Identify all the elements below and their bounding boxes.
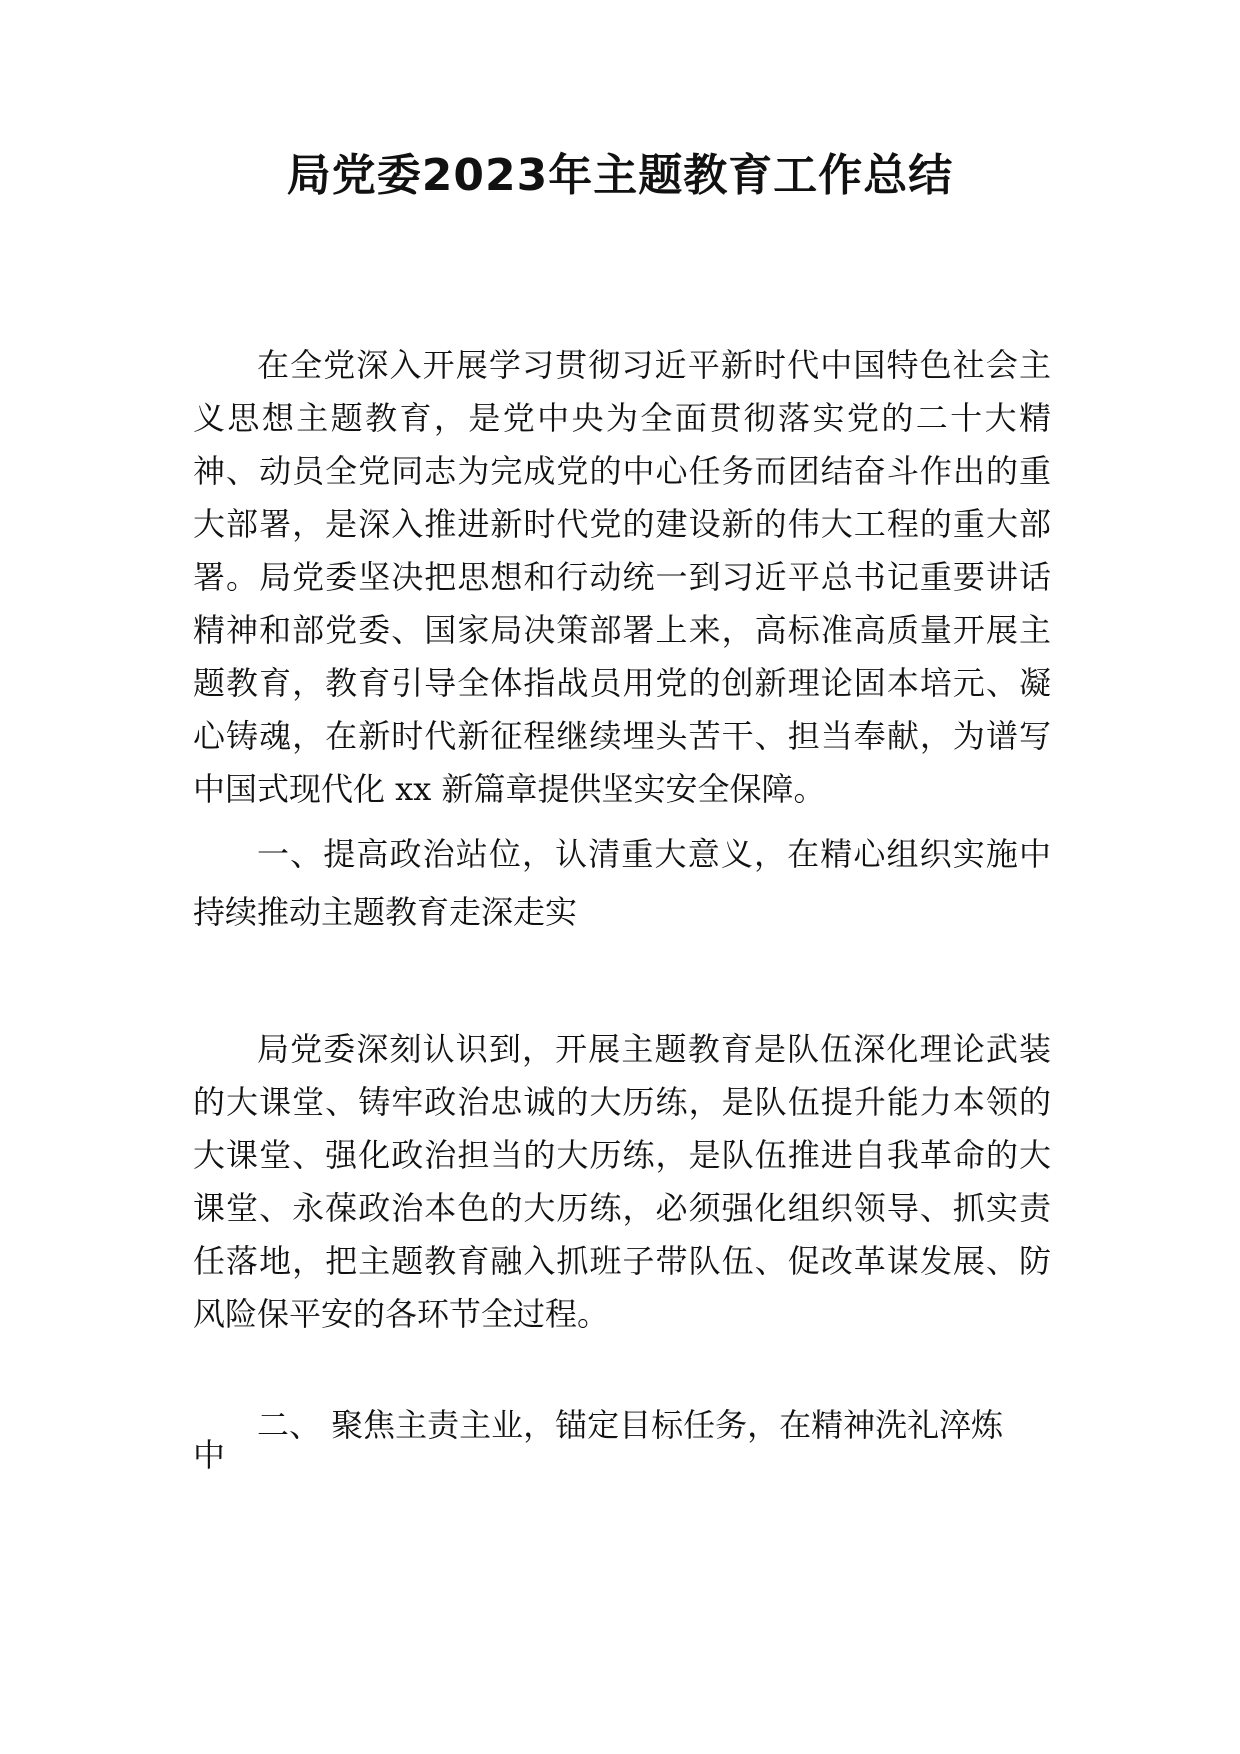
paragraph-intro: 在全党深入开展学习贯彻习近平新时代中国特色社会主义思想主题教育，是党中央为全面贯彻落实党的二十大精神、动员全党同志为完成党的中心任务而团结奋斗作出的重大部署，是深入推进新时代党的建设新的伟大工程的重大部署。局党委坚决把思想和行动统一到习近平总书记重要讲话精神和部党委、国家局决策部署上来，高标准高质量开展主题教育，教育引导全体指战员用党的创新理论固本培元、凝心铸魂，在新时代新征程继续埋头苦干、担当奉献，为谱写中国式现代化 xx 新篇章提供坚实安全保障。 (193, 346, 1051, 808)
section-heading-2: 二、 聚焦主责主业，锚定目标任务，在精神洗礼淬炼中 (193, 1406, 1004, 1474)
paragraph-section-1: 局党委深刻认识到，开展主题教育是队伍深化理论武装的大课堂、铸牢政治忠诚的大历练，是队伍提升能力本领的大课堂、强化政治担当的大历练，是队伍推进自我革命的大课堂、永葆政治本色的大历练，必须强化组织领导、抓实责任落地，把主题教育融入抓班子带队伍、促改革谋发展、防风险保平安的各环节全过程。 (193, 1030, 1051, 1333)
section-heading-1: 一、提高政治站位，认清重大意义，在精心组织实施中持续推动主题教育走深走实 (193, 835, 1051, 931)
document-title: 局党委2023年主题教育工作总结 (286, 150, 954, 201)
